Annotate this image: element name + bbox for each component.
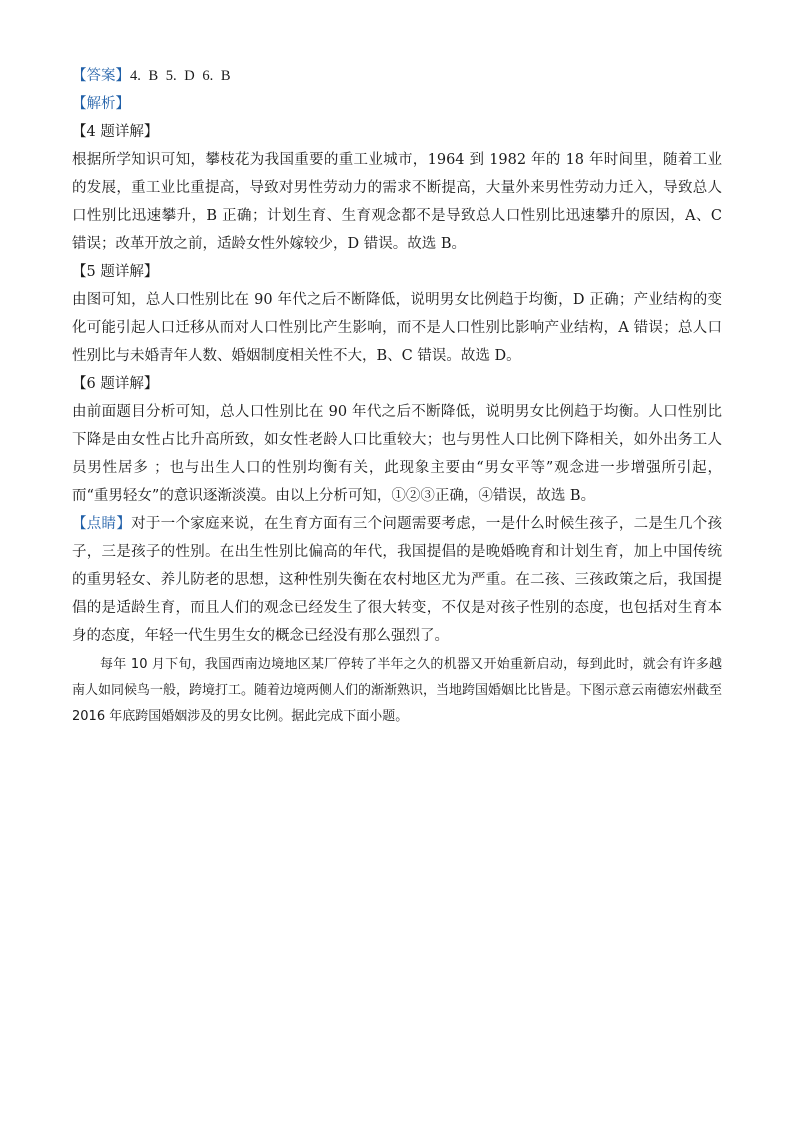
q6-explanation: 由前面题目分析可知，总人口性别比在 90 年代之后不断降低，说明男女比例趋于均衡。人口性别比下降是由女性占比升高所致，如女性老龄人口比重较大；也与男性人口比例下降相关，如外出务工人员男性居多 ；也与出生人口的性别均衡有关，此现象主要由“男女平等”观念进一步增强所引起，而“重男轻女”的意识逐渐淡漠。由以上分析可知，①②③正确，④错误，故选 B。 <box>72 404 722 504</box>
tip-text: 对于一个家庭来说，在生育方面有三个问题需要考虑，一是什么时候生孩子，二是生几个孩子，三是孩子的性别。在出生性别比偏高的年代，我国提倡的是晚婚晚育和计划生育，加上中国传统的重男轻女、养儿防老的思想，这种性别失衡在农村地区尤为严重。在二孩、三孩政策之后，我国提倡的是适龄生育，而且人们的观念已经发生了很大转变，不仅是对孩子性别的态度，也包括对生育本身的态度，年轻一代生男生女的概念已经没有那么强烈了。 <box>72 516 723 644</box>
q4-explanation: 根据所学知识可知，攀枝花为我国重要的重工业城市，1964 到 1982 年的 18 年时间里，随着工业的发展，重工业比重提高，导致对男性劳动力的需求不断提高，大量外来男性劳动力迁入，导致总人口性别比迅速攀升，B 正确；计划生育、生育观念都不是导致总人口性别比迅速攀升的原因，A、C 错误；改革开放之前，适龄女性外嫁较少，D 错误。故选 B。 <box>72 152 722 252</box>
analysis-tag: 【解析】 <box>72 96 130 112</box>
answer-values: 4. B 5. D 6. B <box>130 68 231 84</box>
answer-line <box>72 62 722 90</box>
q5-heading <box>72 258 722 286</box>
q5-tag: 【5 题详解】 <box>72 264 159 280</box>
q6-tag: 【6 题详解】 <box>72 376 159 392</box>
analysis-heading <box>72 90 722 118</box>
tip-tag: 【点睛】 <box>72 516 132 532</box>
q4-heading <box>72 118 722 146</box>
q4-tag: 【4 题详解】 <box>72 124 159 140</box>
tip-paragraph <box>72 510 722 650</box>
q6-heading <box>72 370 722 398</box>
document-page <box>72 62 722 743</box>
answer-tag: 【答案】 <box>72 68 130 84</box>
q5-explanation: 由图可知，总人口性别比在 90 年代之后不断降低，说明男女比例趋于均衡，D 正确；产业结构的变化可能引起人口迁移从而对人口性别比产生影响，而不是人口性别比影响产业结构，A 错误；总人口性别比与未婚青年人数、婚姻制度相关性不大，B、C 错误。故选 D。 <box>72 292 722 364</box>
next-question-stem: 每年 10 月下旬，我国西南边境地区某厂停转了半年之久的机器又开始重新启动，每到此时，就会有许多越南人如同候鸟一般，跨境打工。随着边境两侧人们的渐渐熟识，当地跨国婚姻比比皆是。下图示意云南德宏州截至 2016 年底跨国婚姻涉及的男女比例。据此完成下面小题。 <box>72 657 723 724</box>
